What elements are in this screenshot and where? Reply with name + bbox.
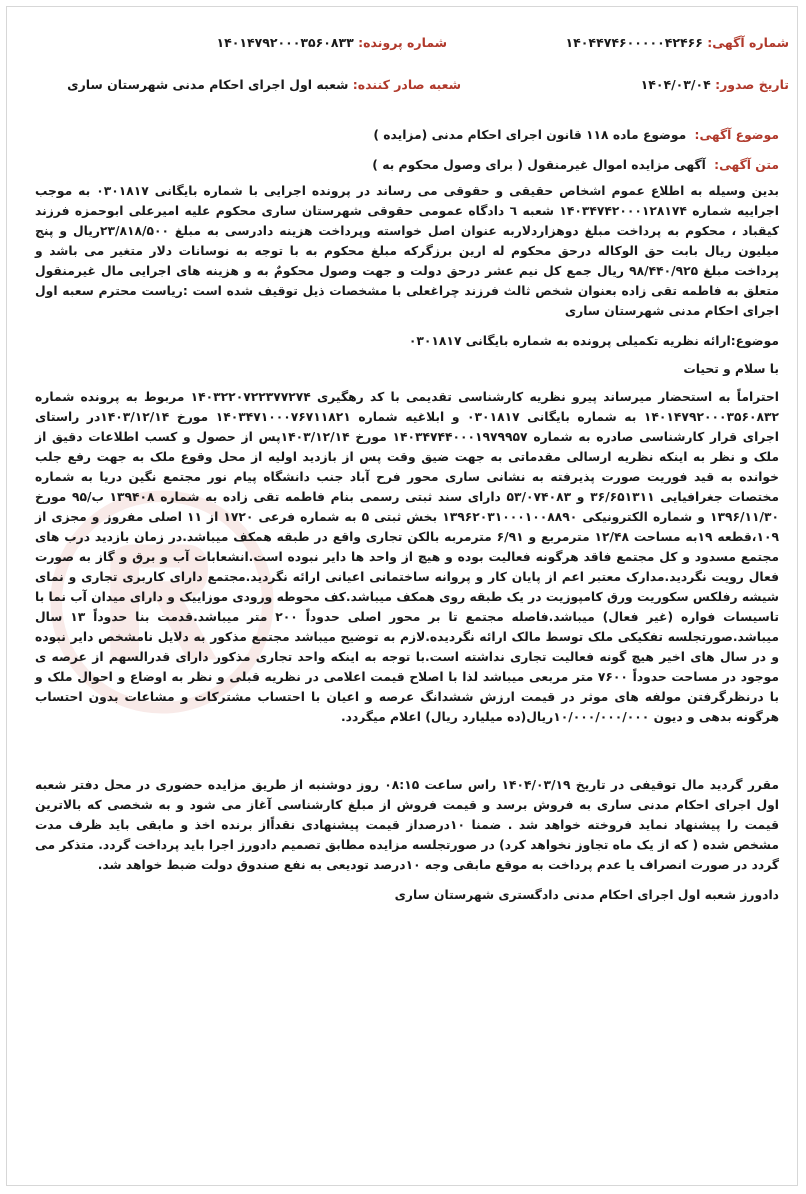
expert-report-paragraph: احتراماً به استحضار میرساند پیرو نظریه کارشناسی تقدیمی با کد رهگیری ۱۴۰۳۲۲۰۷۲۲۳۷۷۲۷۴ مربوط به پرونده شماره ۱۴۰۱۴۷۹۲۰۰۰۳۵۶۰۸۳۲ به شماره بایگانی ۰۳۰۱۸۱۷ و ابلاغیه شماره ۱۴۰۳۴۷۱۰۰۰۷۶۷۱۱۸۲۱ مورخ ۱۴۰۳/۱۲/۱۴در راستای اجرای قرار کارشناسی صادره به شماره ۱۴۰۳۴۷۴۴۰۰۰۱۹۷۹۹۵۷ مورخ ۱۴۰۳/۱۲/۱۴پس از حصول و کسب اطلاعات دقیق از ملک و نظر به اینکه نظریه ارسالی مقدماتی به جهت ضیق وقت پس از بازدید اولیه از محل وقوع ملک به جهت رفع جلب خوانده به قید فوریت صورت پذیرفته به نشانی ساری محور فرح آباد جنب دانشگاه پیام نور مجتمع نگین دریا به شماره مختصات جغرافیایی ۳۶/۶۵۱۳۱۱ و ۵۳/۰۷۴۰۸۳ دارای سند ثبتی رسمی بنام فاطمه تقی زاده به شماره ۱۳۹۴۰۸ ب/۹۵ مورخ ۱۳۹۶/۱۱/۳۰ و شماره الکترونیکی ۱۳۹۶۲۰۳۱۰۰۰۱۰۰۸۸۹۰ بخش ثبتی ۵ به شماره فرعی ۱۷۲۰ از ۱۱ اصلی مفروز و مجزی از ۱۰۹،قطعه ۱۹به مساحت ۱۲/۴۸ مترمربع و ۶/۹۱ مترمربه بالکن تجاری واقع در طبقه همکف میباشد.در زمان بازدید درب های مجتمع مسدود و کل مجتمع فاقد هرگونه فعالیت بوده و هیچ از واحد ها دایر نبوده است.انشعابات آب و برق و گاز به صورت فعال رویت نگردید.مدارک معتبر اعم از پایان کار و پروانه ساختمانی اعیانی ارائه نگردید.مجتمع دارای کاربری تجاری و نمای شیشه رفلکس سکوریت ورق کامپوزیت در یک طبقه روی همکف میباشد.کف محوطه ورودی موزاییک و دارای میدان آب نما با تاسیسات فواره (غیر فعال) میباشد.فاصله مجتمع تا بر محور اصلی حدوداً ۲۰۰ متر میباشد.قدمت بنا حدوداً ۱۳ سال میباشد.صورتجلسه تفکیکی ملک توسط مالک ارائه نگردیده.لازم به توضیح میباشد مجتمع مذکور به دلایل نامشخص دایر نبوده و در سال های اخیر هیچ گونه فعالیت تجاری نداشته است.با توجه به اینکه واحد تجاری مذکور دارای قدرالسهم از عرصه ی موجود در مساحت حدوداً ۷۶۰۰ متر مربعی میباشد لذا با اصلاح قیمت اعلامی در نظریه قبلی و نظر به اوضاع و احوال ملک و با درنظرگرفتن مولفه های موثر در قیمت ارزش ششدانگ عرصه و اعیان با احتساب مشترکات و مشاعات بدون احتساب هرگونه بدهی و دیون ۱۰/۰۰۰/۰۰۰/۰۰۰ریال(ده میلیارد ریال) اعلام میگردد. xyxy=(35,390,780,724)
ad-number-label: شماره آگهی: xyxy=(707,35,789,50)
ad-text-row xyxy=(35,155,779,175)
greeting-line: با سلام و تحیات xyxy=(683,362,779,376)
issue-date-row xyxy=(641,77,789,92)
issue-date-label: تاریخ صدور: xyxy=(715,77,789,92)
ad-number-value: ۱۴۰۴۴۷۴۶۰۰۰۰۰۴۲۴۶۶ xyxy=(565,35,703,50)
case-number-value: ۱۴۰۱۴۷۹۲۰۰۰۳۵۶۰۸۳۳ xyxy=(216,35,354,50)
issuer-row xyxy=(67,77,461,92)
issue-date-value: ۱۴۰۴/۰۳/۰۴ xyxy=(640,77,711,92)
issuer-value: شعبه اول اجرای احکام مدنی شهرستان ساری xyxy=(67,77,349,92)
ad-number-row xyxy=(566,35,789,50)
notice-document xyxy=(6,6,798,1186)
signature-line: دادورز شعبه اول اجرای احکام مدنی دادگستری شهرستان ساری xyxy=(394,888,779,902)
topic-line: موضوع:ارائه نظریه تکمیلی پرونده به شماره بایگانی ۰۳۰۱۸۱۷ xyxy=(408,334,779,348)
notice-header xyxy=(7,7,797,117)
issuer-label: شعبه صادر کننده: xyxy=(352,77,461,92)
subject-text: موضوع ماده ۱۱۸ قانون اجرای احکام مدنی (مزایده ) xyxy=(373,128,687,142)
ad-title: آگهی مزایده اموال غیرمنقول ( برای وصول محکوم به ) xyxy=(372,158,706,172)
subject-row xyxy=(35,125,779,145)
case-number-label: شماره پرونده: xyxy=(358,35,447,50)
auction-terms-paragraph: مقرر گردید مال توقیفی در تاریخ ۱۴۰۴/۰۳/۱۹ راس ساعت ۰۸:۱۵ روز دوشنبه از طریق مزایده حضوری در محل دفتر شعبه اول اجرای احکام مدنی ساری به فروش برسد و قیمت فروش از مبلغ کارشناسی آغاز می شود و به شخصی که بالاترین قیمت را پیشنهاد نماید فروخته خواهد شد . ضمنا ۱۰درصداز قیمت پیشنهادی نقداًاز برنده اخذ و مابقی باید ظرف مدت مشخص شده ( که از یک ماه تجاوز نخواهد کرد) در صورتجلسه مزایده مطابق تصمیم دادورز اجرا باید پرداخت گردد. متذکر می گردد در صورت انصراف یا عدم پرداخت به موقع مابقی وجه ۱۰درصد تودیعی به نفع صندوق دولت ضبط خواهد شد. xyxy=(35,778,780,872)
ad-text-label: متن آگهی: xyxy=(714,158,779,172)
notice-body xyxy=(35,125,779,905)
subject-label: موضوع آگهی: xyxy=(694,128,779,142)
case-number-row xyxy=(216,35,447,50)
intro-paragraph: بدین وسیله به اطلاع عموم اشخاص حقیقی و حقوقی می رساند در پرونده اجرایی با شماره بایگانی ۰۳۰۱۸۱۷ به موجب اجراییه شماره ۱۴۰۳۴۷۴۲۰۰۰۱۲۸۱۷۴ شعبه ٦ دادگاه عمومی حقوقی شهرستان ساری محکوم علیه امیرعلی ابوحمزه فرزند کیقباد ، محکوم به پرداخت مبلغ دوهزاردلاربه عنوان اصل خواسته وپرداخت هزینه دادرسی به مبلغ ۲۳/۸۱۸/۵۰۰ریال و پنج میلیون ریال بابت حق الوکاله درحق محکوم له ارین برزگرکه مبلغ محکوم به با توجه به نوسانات دلار متغیر می باشد و پرداخت مبلغ ۹۸/۴۴۰/۹۲۵ ریال جمع کل نیم عشر درحق دولت و جهت وصول محکومٌ به و هزینه های اجرایی مال غیرمنقول متعلق به فاطمه تقی زاده بعنوان شخص ثالث فرزند چراغعلی با مشخصات ذیل توقیف شده است :ریاست محترم سعبه اول اجرای احکام مدنی شهرستان ساری xyxy=(35,184,780,318)
